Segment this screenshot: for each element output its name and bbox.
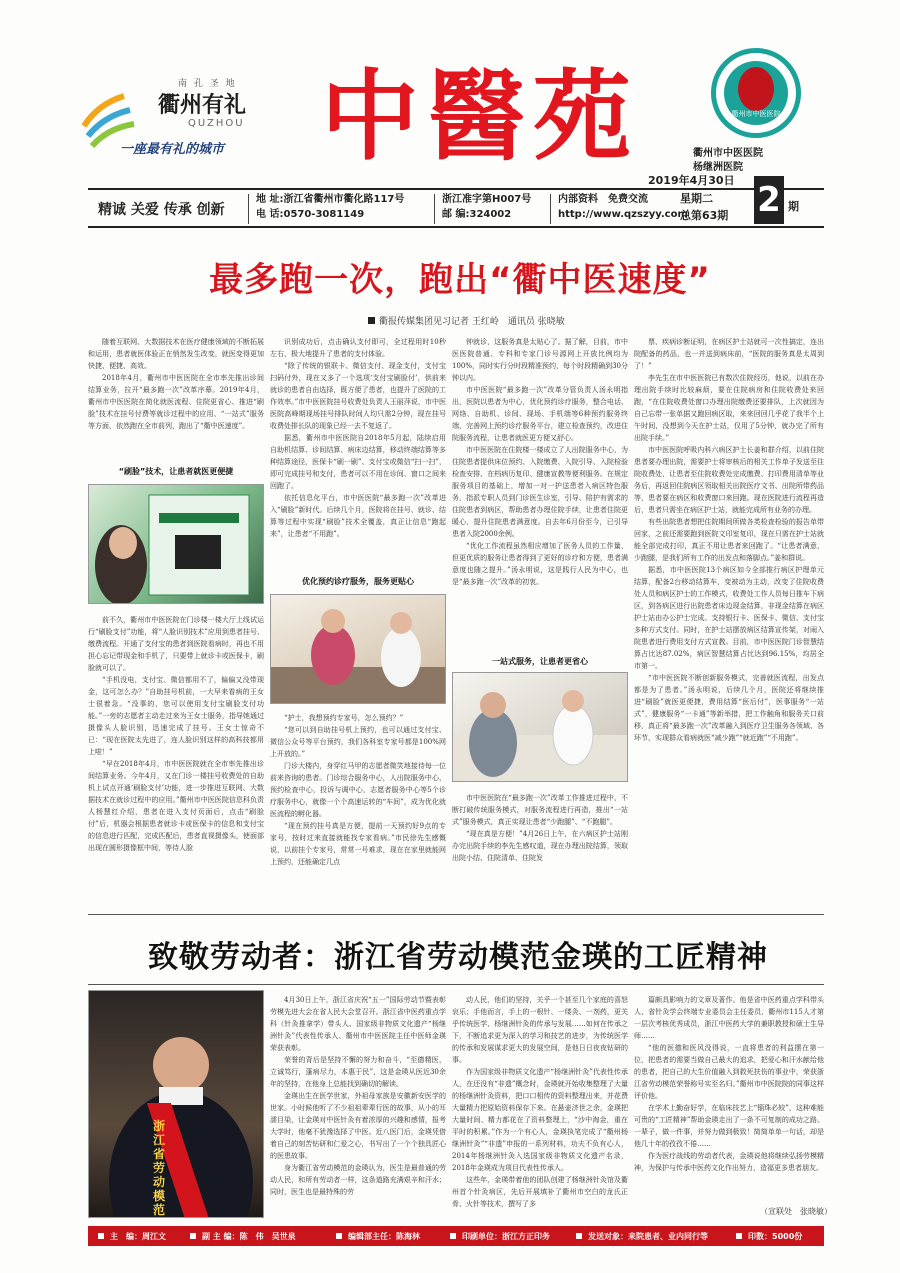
printer: 印刷单位：浙江方正印务 [462, 1232, 550, 1241]
paragraph: 市中医医院“最多跑一次”改革分管负责人汤永明指出，医院以患者为中心，优化预约诊疗服务，整合电话、网络、自助机、诊间、现场、手机端等6种预约服务终端，完善网上预约诊疗服务平台，建立检查预约，改进住院服务流程，让患者就医更方便又舒心。 [452, 386, 628, 442]
editor-in-charge: 编辑部主任：陈海林 [348, 1232, 420, 1241]
hospital-alt-name: 杨继洲医院 [693, 162, 743, 173]
city-slogan: 一座最有礼的城市 [120, 142, 225, 157]
paragraph: “您可以到自助挂号机上预约，也可以通过支付宝、微信公众号等平台预约，我们各科室专家号都是100%网上开放的。” [270, 726, 446, 758]
bullet-icon [336, 1233, 342, 1239]
paragraph: “市中医医院不断创新服务模式，完善就医流程，出发点都是为了患者。”汤永明说，后续几个月，医院还将继续推进“刷脸”就医更便捷，费用结算“医后付”，医事服务“一站式”，健康服务“一卡通”等新举措，把工作触角和服务关口前移，真正将“最多跑一次”改革融入到医疗卫生服务各领域、各环节，实现群众看病就医“减少跑”“就近跑”“不用跑”。 [634, 674, 824, 742]
paragraph: 4月30日上午，浙江省庆祝“五一”国际劳动节暨表彰劳模先进大会在省人民大会堂召开。浙江省中医药重点学科（针灸推拿学）带头人、国家级非物质文化遗产“杨继洲针灸”代表性传承人、衢州市中医医院主任中医师金瑛荣获表彰。 [270, 996, 446, 1052]
paragraph: “早在2018年4月，市中医医院就在全市率先推出诊间结算业务。今年4月，又在门诊一楼挂号收费处的自助机上试点开通‘刷脸支付’功能，进一步推进互联网、大数据技术在就诊过程中的应用。”衢州市中医医院信息科负责人杨慧红介绍，患者在进入支付页面后，点击“刷脸付”后，机器会根据患者就诊卡或医保卡的信息和支付宝的信息进行匹配，完成匹配后，患者直视摄像头，使面部出现在圆形摄像框中间，等待人脸 [88, 760, 264, 852]
divider [248, 194, 249, 224]
hospital-logo [693, 48, 833, 173]
issue-number: 2 [754, 176, 784, 224]
total-issue: 总第63期 [680, 209, 729, 222]
issue-date: 2019年4月30日 [648, 174, 735, 187]
info-bar [88, 174, 824, 228]
paragraph: 身为衢江省劳动模范的金瑛认为，医生是最普通的劳动人民，和所有劳动者一样，这条道路充满艰辛和汗水；同时，医生也是最特殊的劳 [270, 1164, 446, 1196]
paragraph: 随着互联网、大数据技术在医疗健康领域的不断拓展和运用，患者就医体验正在悄然发生改变，就医变得更加快捷、便捷、高效。 [88, 338, 264, 370]
bullet-icon [736, 1233, 742, 1239]
website: http://www.qzszyy.com [558, 209, 688, 220]
bullet-icon [190, 1233, 196, 1239]
paragraph: 这些年，金瑛带着他的团队创建了杨继洲针灸馆及衢州首个针灸病区，先后开展填补了衢州市空白的龙氏正骨、火针等技术，撰写了多 [452, 1176, 628, 1208]
paper-title: 中醫苑 [320, 59, 639, 174]
bullet-icon [98, 1233, 104, 1239]
hospital-name: 衢州市中医医院 [693, 148, 763, 159]
headline-divider [88, 984, 824, 985]
paragraph: 有些出院患者想把住院期间所做各类检查检验的报告单带回家，之前还需要跑到医院文印室复印，现在只需在护士站就能全部完成打印，真正不用让患者来回跑了。“让患者满意，少跑腿，是我们所有工作的出发点和落脚点。”姜和群说。 [634, 518, 824, 562]
paragraph: “除了传统的银联卡、微信支付、现金支付，支付宝扫码付外，现在又多了一个选项‘支付宝刷脸付’，供前来就诊的患者自由选择，既方便了患者，也提升了医院的工作效率。”市中医医院挂号收费处负责人王丽萍说，市中医医院高峰期现场挂号排队时间人均只需2分钟，现在挂号收费处排长队的现象已经一去不复返了。 [270, 362, 446, 430]
paragraph: 钟就诊，这服务真是太贴心了。据了解，目前，市中医医院普通、专科和专家门诊号源网上开放比例均为100%，同时实行分时段精准预约，每个时段精确到30分钟以内。 [452, 338, 628, 382]
distribution-scope: 发送对象：来院患者、业内同行等 [588, 1232, 708, 1241]
city-pinyin: QUZHOU [188, 118, 245, 129]
masthead [78, 48, 830, 188]
article1-col1 [88, 336, 264, 466]
footer-bar [88, 1226, 824, 1246]
city-tags: 南 孔 圣 地 [178, 79, 237, 89]
paragraph: “现在真是方便！”4月26日上午，在六病区护士站刚办完出院手续的李先生感叹道，现在办理出院结算，领取出院小结、住院清单、住院发 [452, 830, 628, 862]
paragraph: 荣誉的背后是坚持不懈的努力和奋斗，“至德精医，立诚笃行，蓬病尽力，本惠于民”，这是金瑛从医近30余年的坚持，在他身上总能找到确切的解读。 [270, 1056, 446, 1088]
paragraph: 前不久，衢州市中医医院在门诊楼一楼大厅上线试运行“刷脸支付”功能，将“人脸识别技术”应用到患者挂号、缴费流程。开通了支付宝的患者到医院看病时，再也不用担心忘记带现金和手机了，只要带上就诊卡或医保卡，刷脸就可以了。 [88, 616, 264, 672]
note-block [558, 192, 688, 222]
hospital-seal-icon [711, 48, 801, 138]
paragraph: 门诊大楼内，身穿红马甲的志愿者微笑地接待每一位前来咨询的患者。门诊综合服务中心，人出院服务中心，预约检查中心，投诉与调中心，志愿者服务中心等5个诊疗服务中心，就像一个个高速运转的“车间”，成为优化就医流程的孵化器。 [270, 762, 446, 818]
article2-col1 [270, 994, 446, 1218]
paragraph: 依托信息化平台，市中医医院“最多跑一次”改革进入“刷脸”新时代。后续几个月，医院将在挂号、就诊、结算等过程中实现“刷脸”技术全覆盖，真正让信息“跑起来”，让患者“不用跑”。 [270, 494, 446, 538]
article1-subhead-3: 一站式服务，让患者更省心 [492, 657, 588, 666]
byline-text: 衢报传媒集团见习记者 王红岭 通讯员 张晓敏 [379, 317, 565, 327]
print-copies: 印数：5000份 [748, 1232, 803, 1241]
appointment-photo [271, 595, 446, 704]
photo-appointment-service [270, 594, 446, 704]
portrait-photo [89, 991, 264, 1218]
article1-subhead-2: 优化预约诊疗服务，服务更贴心 [302, 577, 414, 586]
article2-col2 [452, 994, 628, 1218]
paragraph: 据悉，市中医医院13个病区如今全部推行病区护理单元结算，配备2台移动结算车，变被动为主动，改变了住院收费处人员和病区护士的工作模式，收费处工作人员每日推车下病区，到各病区进行出院患者床边现金结算，非现金结算在病区护士站由办公护士完成。支持银行卡、医保卡、微信、支付宝多种方式支付。同时，在护士站摆放病区结算宣传架，对闹入院患者进行费用支付方式宣教。目前，市中医医院门诊智慧结算占比达87.02%，病区智慧结算占比达到96.15%，均居全市第一。 [634, 566, 824, 670]
article1-subhead-1: “刷脸”技术，让患者就医更便捷 [118, 467, 234, 476]
contact-block [256, 192, 404, 222]
bullet-icon [450, 1233, 456, 1239]
article1-col4 [634, 336, 824, 884]
photo-one-stop-service [452, 672, 628, 782]
kiosk-photo [89, 485, 264, 604]
paragraph: 市中医医院在“最多跑一次”改革工作推进过程中，不断打破传统服务模式，对服务流程进行再造，推出“一站式”服务模式，真正实现让患者“少跑腿”、“不跑腿”。 [452, 794, 628, 826]
paragraph: “优化工作流程虽然相应增加了医务人员的工作量，但更优质的服务让患者得到了更好的诊疗和方便，患者满意度也随之提升。”汤永明说，这是践行人民为中心，也是“最多跑一次”改革的初衷。 [452, 542, 628, 586]
one-stop-photo [453, 673, 628, 782]
address: 地 址:浙江省衢州市衢化路117号 [256, 194, 405, 205]
paragraph: 识别成功后，点击确认支付即可，全过程用时10秒左右，极大地提升了患者的支付体验。 [270, 338, 446, 358]
city-name: 衢州有礼 [158, 93, 247, 118]
article1-col3b [452, 792, 628, 884]
hospital-seal-text: 衢州市中医医院 [731, 110, 781, 118]
issue-suffix: 期 [788, 200, 799, 213]
article1-byline [368, 314, 565, 327]
divider [434, 194, 435, 224]
article1-headline: 最多跑一次，跑出“衢中医速度” [209, 260, 711, 300]
paragraph: 篇颇具影响力的文章及著作。他是省中医药重点学科带头人、省针灸学会终端专业委员会主任委员、衢州市115人才第一层次考核优秀成员，浙江中医药大学的兼职教授和硕士生导师…… [634, 996, 824, 1040]
paragraph: 金瑛出生在医学世家，外祖母家族是安徽新安医学的世家。小时候他听了不少祖祖辈辈行医的故事，从小的耳濡目染，让金瑛对中医针灸有着浓厚的兴趣和感情，报考大学时，他毫不犹豫选择了中医。近八医门后，金瑛凭借着自己的刻苦钻研和仁爱之心，书写出了一个个独具匠心的医患故事。 [270, 1092, 446, 1160]
article2-headline: 致敬劳动者：浙江省劳动模范金瑛的工匠精神 [148, 940, 768, 975]
paragraph: “他的医德和医风没得说，一直将患者的利益摆在第一位，把患者的需要当做自己最大的追求，把爱心和汗水献给他的患者，把自己的大生价值融入到救死扶伤的事业中，荣获浙江省劳动模范荣誉称号实至名归。”衢州市中医院院的同事这样评价他。 [634, 1044, 824, 1100]
paragraph: “手机没电，支付宝、微信都用不了，偏偏又没带现金，这可怎么办？”自助挂号机前，一大早来看病的王女士很着急。“没事的，您可以使用支付宝刷脸支付功能。”一旁的志愿者主动走过来为王女士服务，指导她通过摄像头人脸识别，迅速完成了挂号。王女士惊奇不已：“现在医院太先进了，连人脸识别这样的高科技都用上啦！” [88, 676, 264, 756]
divider [550, 194, 551, 224]
quzhou-city-logo [78, 76, 268, 186]
section-divider [88, 914, 824, 915]
paragraph: 动人民，他们的坚持，关乎一个甚至几个家庭的喜怒哀乐；手他而言，手上的一根针、一缕灸、一剂药，更关乎传统医学、杨继洲针灸的传承与发展……如何在传承之下，不断追求更为深入的学习和技艺的进步，为传统医学的传承和发展谋求更大的发展空间，是他日日夜夜钻研的事。 [452, 996, 628, 1064]
phone: 电 话:0570-3081149 [256, 209, 365, 220]
motto: 精诚 关爱 传承 创新 [98, 202, 225, 218]
license-block [442, 192, 531, 222]
photo-jin-ying [88, 990, 264, 1218]
article1-col1b [88, 614, 264, 884]
weekday-block [680, 190, 728, 224]
paragraph: 市中医医院在住院楼一楼成立了人出院服务中心，为住院患者提供床位预约、入院缴费、入院引导、入院检验检查安排、在档病历复印、健康宣教等便利服务。在规定服务项目的基础上，增加一对一护送患者入病区特色服务，指派专职人员到门诊医生诊室，引导、陪护有需求的住院患者到病区，帮助患者办理住院手续，让患者住院更暖心，提升住院患者满意度。自去年6月份至今，已引导患者入院2000余例。 [452, 446, 628, 538]
article2-col3 [634, 994, 824, 1202]
article1-col3 [452, 336, 628, 626]
bullet-icon [576, 1233, 582, 1239]
paragraph: 票、疾病诊断证明，在病区护士站就可一次性搞定，连出院配备的药品，也一并送到病床前，“医院的服务真是太周到了！” [634, 338, 824, 370]
paragraph: 2018年4月，衢州市中医医院在全市率先推出诊间结算业务，拉开“最多跑一次”改革序幕。2019年4月，衢州市中医医院在简化就医流程、住院更省心、推进“刷脸”技术在挂号付费等就诊过程中的应用、“一站式”服务等方面，依然跑在全市前列，跑出了“衢中医速度”。 [88, 374, 264, 430]
postcode: 邮 编:324002 [442, 209, 512, 220]
paragraph: 作为医疗战线的劳动者代表，金瑛说他将继续弘扬劳模精神，为保护与传承中医药文化作出努力，造福更多患者朋友。 [634, 1152, 824, 1172]
photo-face-payment-kiosk [88, 484, 264, 604]
paragraph: 在学术上勤奋好学，在临床技艺上“锱珠必较”，这种难能可贵的“工匠精神”帮助金瑛走出了一条不可复制的成功之路。一辈子，做一件事，并努力做到极致！简简单单一句话，却是他几十年的孜孜不倦…… [634, 1104, 824, 1148]
article1-col2b [270, 712, 446, 884]
distribution-note: 内部资料 免费交流 [558, 194, 648, 205]
chief-editor: 主 编：周江文 [110, 1232, 166, 1241]
paragraph: “现在预约挂号真是方便，提前一天预约好9点的专家号，按时过来直接就能找专家看病。”市民徐先生感慨说，以前挂个专家号，常常一号难求，现在在家里就能网上预约，还能确定几点 [270, 822, 446, 866]
paragraph: 据悉，衢州市中医医院自2018年5月起，陆续启用自助机结算、诊间结算、病床边结算，移动终端结算等多种结算途径，医保卡“刷一刷”、支付宝或微信“扫一扫”，即可完成挂号和支付，患者可以不用在诊间、窗口之间来回跑了。 [270, 434, 446, 490]
paragraph: 作为国家级非物质文化遗产“杨继洲针灸”代表性传承人，在还没有“非遗”概念时，金瑛就开始收集整理了大量的杨继洲针灸资料，把口口相传的资料整理出来，并花费大量精力把原始资料保存下来。在悬壶济世之余，金瑛把大量时间、精力都花在了资料整理上，“沙中淘金，重在平时的积累。”作为一个有心人，金瑛执笔完成了“衢州杨继洲针灸”“非遗”申报的一系列材料，功夫不负有心人，2014年杨继洲针灸入选国家级非物质文化遗产名录，2018年金瑛成为项目代表性传承人。 [452, 1068, 628, 1172]
weekday: 星期二 [680, 192, 713, 205]
deputy-editor: 副 主 编：陈 伟 吴世泉 [202, 1232, 296, 1241]
paragraph: “护士，我想预约专家号，怎么预约？” [284, 714, 404, 722]
article1-col2 [270, 336, 446, 572]
paragraph: 市中医医院呼吸内科六病区护士长姜和群介绍，以前住院患者要办理出院，需要护士将审核后的相关工作单子发送至住院收费处，让患者至住院收费处完成缴费、打印费用清单等业务后，再返回住院病区领取相关出院医疗文书、出院所带药品等，患者要在病区和收费窗口来回跑。现在医院进行流程再造后，患者只需坐在病区护士站，就能完成所有业务的办理。 [634, 446, 824, 514]
article2-signature: （宣联处 张晓敏） [760, 1207, 832, 1216]
sash-text: 浙江省劳动模范 [153, 1119, 166, 1217]
paragraph: 李先生在市中医医院已有数次住院经历，他说，以前在办理出院手续时比较麻烦，要在住院病房和住院收费处来回跑，“在住院收费处窗口办理出院缴费还要排队，上次就因为自己忘带一张单据又跑回病区取，来来回回几乎花了我半个上午时间，没想到今天在护士站，仅用了5分钟，就办完了所有出院手续。” [634, 374, 824, 442]
license-number: 浙江准字第H007号 [442, 194, 532, 205]
